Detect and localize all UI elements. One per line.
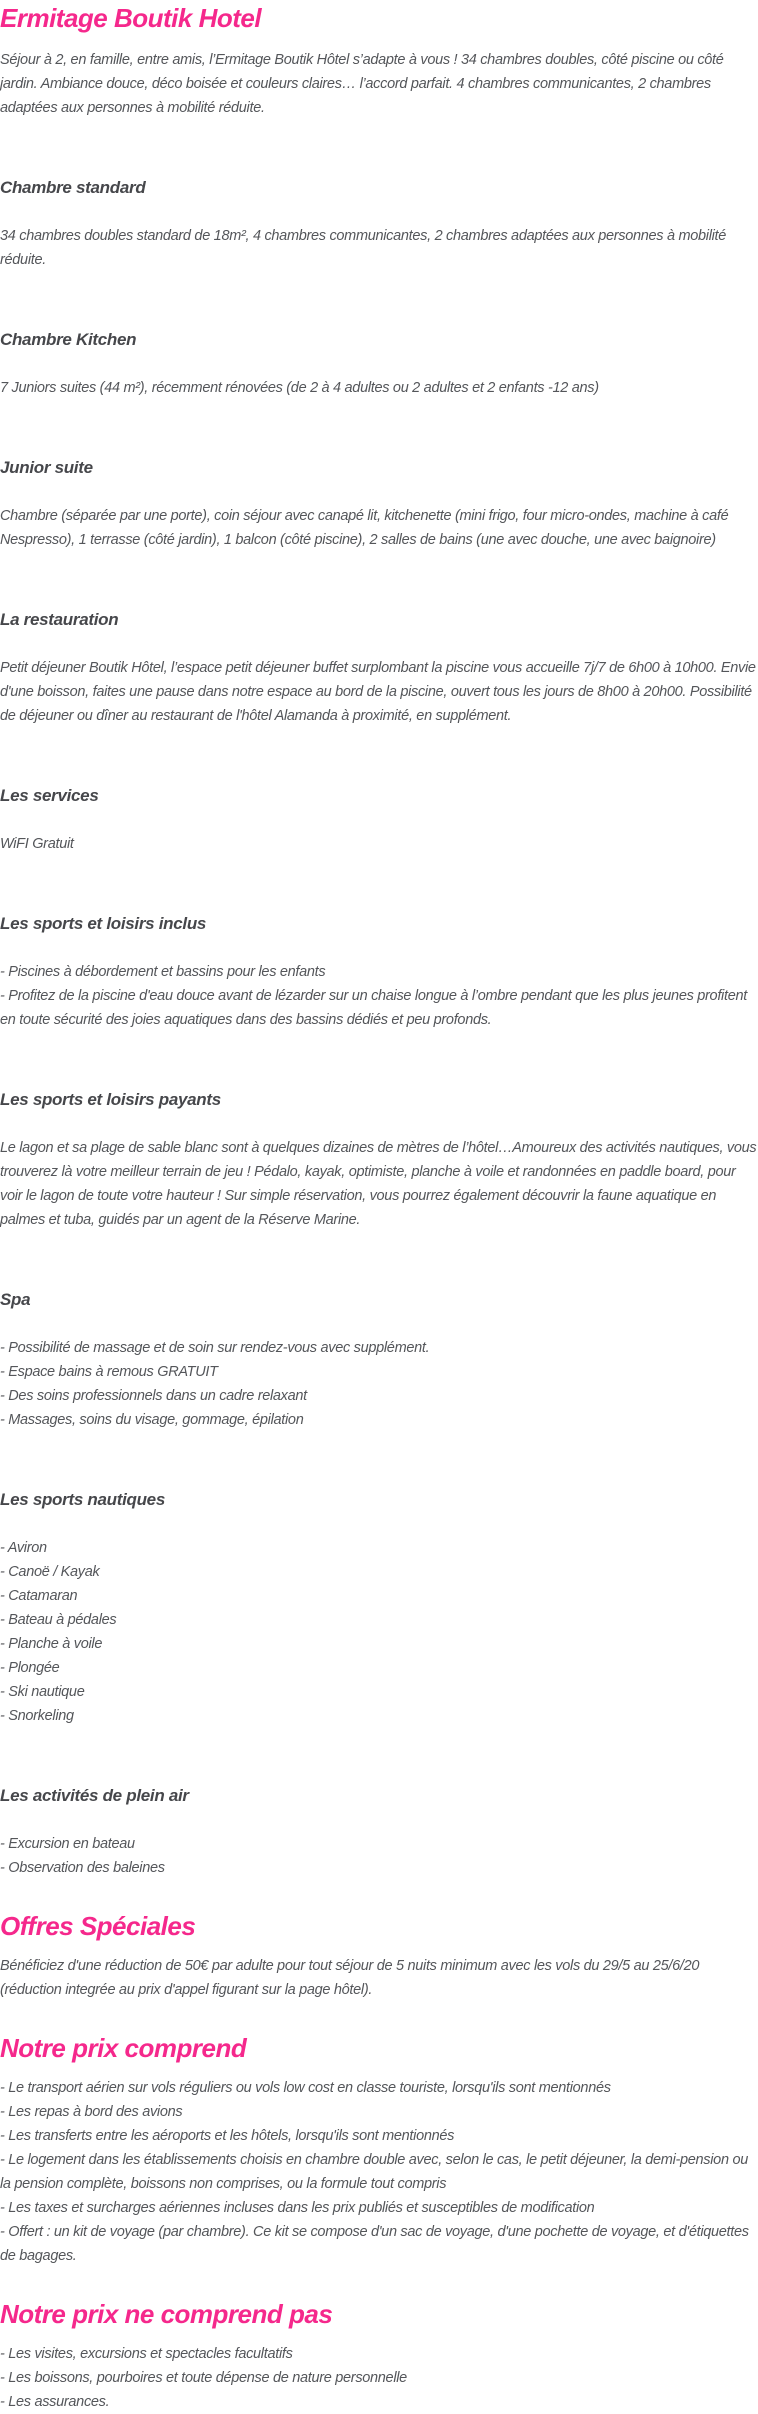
list-item: - Le transport aérien sur vols réguliers ou vols low cost en classe touriste, lorsqu'ils sont mentionnés bbox=[0, 2080, 611, 2096]
section-body bbox=[0, 376, 758, 400]
intro-paragraph: Séjour à 2, en famille, entre amis, l’Ermitage Boutik Hôtel s’adapte à vous ! 34 chambres doubles, côté piscine ou côté jardin. Ambiance douce, déco boisée et couleurs claires… l’accord parfait. 4 chambres communicantes, 2 chambres adaptées aux personnes à mobilité réduite. bbox=[0, 52, 724, 116]
section-body bbox=[0, 1136, 758, 1232]
list-item: - Snorkeling bbox=[0, 1708, 74, 1724]
body-line: Chambre (séparée par une porte), coin séjour avec canapé lit, kitchenette (mini frigo, four micro-ondes, machine à café Nespresso), 1 terrasse (côté jardin), 1 balcon (côté piscine), 2 salles de bains (une avec douche, une avec baignoire) bbox=[0, 508, 729, 548]
list-item: - Les repas à bord des avions bbox=[0, 2104, 183, 2120]
section-services bbox=[0, 784, 758, 856]
section-chambre-kitchen bbox=[0, 328, 758, 400]
list-item: - Des soins professionnels dans un cadre relaxant bbox=[0, 1388, 307, 1404]
section-junior-suite bbox=[0, 456, 758, 552]
list-item: - Plongée bbox=[0, 1660, 60, 1676]
list-item: - Les taxes et surcharges aériennes incluses dans les prix publiés et susceptibles de modification bbox=[0, 2200, 595, 2216]
section-heading: Junior suite bbox=[0, 458, 93, 477]
section-heading: Chambre Kitchen bbox=[0, 330, 137, 349]
section-body bbox=[0, 504, 758, 552]
section-heading: Les services bbox=[0, 786, 99, 805]
list-item: - Piscines à débordement et bassins pour les enfants bbox=[0, 964, 326, 980]
list-item: - Espace bains à remous GRATUIT bbox=[0, 1364, 218, 1380]
list-item: - Catamaran bbox=[0, 1588, 78, 1604]
list-item: - Possibilité de massage et de soin sur rendez-vous avec supplément. bbox=[0, 1340, 430, 1356]
section-sports-loisirs-inclus bbox=[0, 912, 758, 1032]
section-prix-ne-comprend-pas bbox=[0, 2298, 758, 2414]
section-heading: Les sports et loisirs inclus bbox=[0, 914, 207, 933]
section-body bbox=[0, 960, 758, 1032]
section-body bbox=[0, 2076, 758, 2268]
list-item: - Bateau à pédales bbox=[0, 1612, 117, 1628]
list-item: - Excursion en bateau bbox=[0, 1836, 135, 1852]
list-item: - Profitez de la piscine d'eau douce avant de lézarder sur un chaise longue à l’ombre pendant que les plus jeunes profitent en toute sécurité des joies aquatiques dans des bassins dédiés et peu profonds. bbox=[0, 988, 747, 1028]
section-sports-loisirs-payants bbox=[0, 1088, 758, 1232]
body-line: 34 chambres doubles standard de 18m², 4 chambres communicantes, 2 chambres adaptées aux personnes à mobilité réduite. bbox=[0, 228, 727, 268]
section-restauration bbox=[0, 608, 758, 728]
list-item: - Les transferts entre les aéroports et les hôtels, lorsqu'ils sont mentionnés bbox=[0, 2128, 455, 2144]
list-item: - Planche à voile bbox=[0, 1636, 103, 1652]
list-item: - Canoë / Kayak bbox=[0, 1564, 100, 1580]
list-item: - Observation des baleines bbox=[0, 1860, 165, 1876]
section-chambre-standard bbox=[0, 176, 758, 272]
hotel-description-page bbox=[0, 2, 758, 2414]
list-item: - Le logement dans les établissements choisis en chambre double avec, selon le cas, le petit déjeuner, la demi-pension ou la pension complète, boissons non comprises, ou la formule tout compris bbox=[0, 2152, 748, 2192]
section-sports-nautiques bbox=[0, 1488, 758, 1728]
section-heading: Les activités de plein air bbox=[0, 1786, 189, 1805]
list-item: - Ski nautique bbox=[0, 1684, 85, 1700]
section-body bbox=[0, 224, 758, 272]
section-body bbox=[0, 1336, 758, 1432]
offers-heading: Offres Spéciales bbox=[0, 1911, 196, 1941]
body-line: Petit déjeuner Boutik Hôtel, l’espace petit déjeuner buffet surplombant la piscine vous accueille 7j/7 de 6h00 à 10h00. Envie d'une boisson, faites une pause dans notre espace au bord de la piscine, ouvert tous les jours de 8h00 à 20h00. Possibilité de déjeuner ou dîner au restaurant de l'hôtel Alamanda à proximité, en supplément. bbox=[0, 660, 756, 724]
section-body bbox=[0, 656, 758, 728]
body-line: Le lagon et sa plage de sable blanc sont à quelques dizaines de mètres de l’hôtel…Amoureux des activités nautiques, vous trouverez là votre meilleur terrain de jeu ! Pédalo, kayak, optimiste, planche à voile et randonnées en paddle board, pour voir le lagon de toute votre hauteur ! Sur simple réservation, vous pourrez également découvrir la faune aquatique en palmes et tuba, guidés par un agent de la Réserve Marine. bbox=[0, 1140, 757, 1228]
section-activites-plein-air bbox=[0, 1784, 758, 1880]
section-body bbox=[0, 1832, 758, 1880]
section-prix-comprend bbox=[0, 2032, 758, 2268]
section-heading: Chambre standard bbox=[0, 178, 146, 197]
body-line: 7 Juniors suites (44 m²), récemment rénovées (de 2 à 4 adultes ou 2 adultes et 2 enfants -12 ans) bbox=[0, 380, 599, 396]
section-spa bbox=[0, 1288, 758, 1432]
section-heading: La restauration bbox=[0, 610, 119, 629]
price-includes-heading: Notre prix comprend bbox=[0, 2033, 247, 2063]
list-item: - Les assurances. bbox=[0, 2394, 110, 2410]
section-heading: Les sports nautiques bbox=[0, 1490, 165, 1509]
section-heading: Spa bbox=[0, 1290, 31, 1309]
section-body bbox=[0, 832, 758, 856]
section-heading: Les sports et loisirs payants bbox=[0, 1090, 221, 1109]
section-body bbox=[0, 1954, 758, 2002]
body-line: WiFI Gratuit bbox=[0, 836, 74, 852]
page-title: Ermitage Boutik Hotel bbox=[0, 3, 262, 33]
section-offres-speciales bbox=[0, 1910, 758, 2002]
section-body bbox=[0, 2342, 758, 2414]
list-item: - Les boissons, pourboires et toute dépense de nature personnelle bbox=[0, 2370, 407, 2386]
section-body bbox=[0, 1536, 758, 1728]
list-item: - Les visites, excursions et spectacles facultatifs bbox=[0, 2346, 293, 2362]
list-item: - Massages, soins du visage, gommage, épilation bbox=[0, 1412, 304, 1428]
list-item: - Offert : un kit de voyage (par chambre). Ce kit se compose d'un sac de voyage, d'une pochette de voyage, et d'étiquettes de bagages. bbox=[0, 2224, 749, 2264]
list-item: - Aviron bbox=[0, 1540, 47, 1556]
body-line: Bénéficiez d'une réduction de 50€ par adulte pour tout séjour de 5 nuits minimum avec les vols du 29/5 au 25/6/20 (réduction integrée au prix d'appel figurant sur la page hôtel). bbox=[0, 1958, 700, 1998]
price-excludes-heading: Notre prix ne comprend pas bbox=[0, 2299, 333, 2329]
